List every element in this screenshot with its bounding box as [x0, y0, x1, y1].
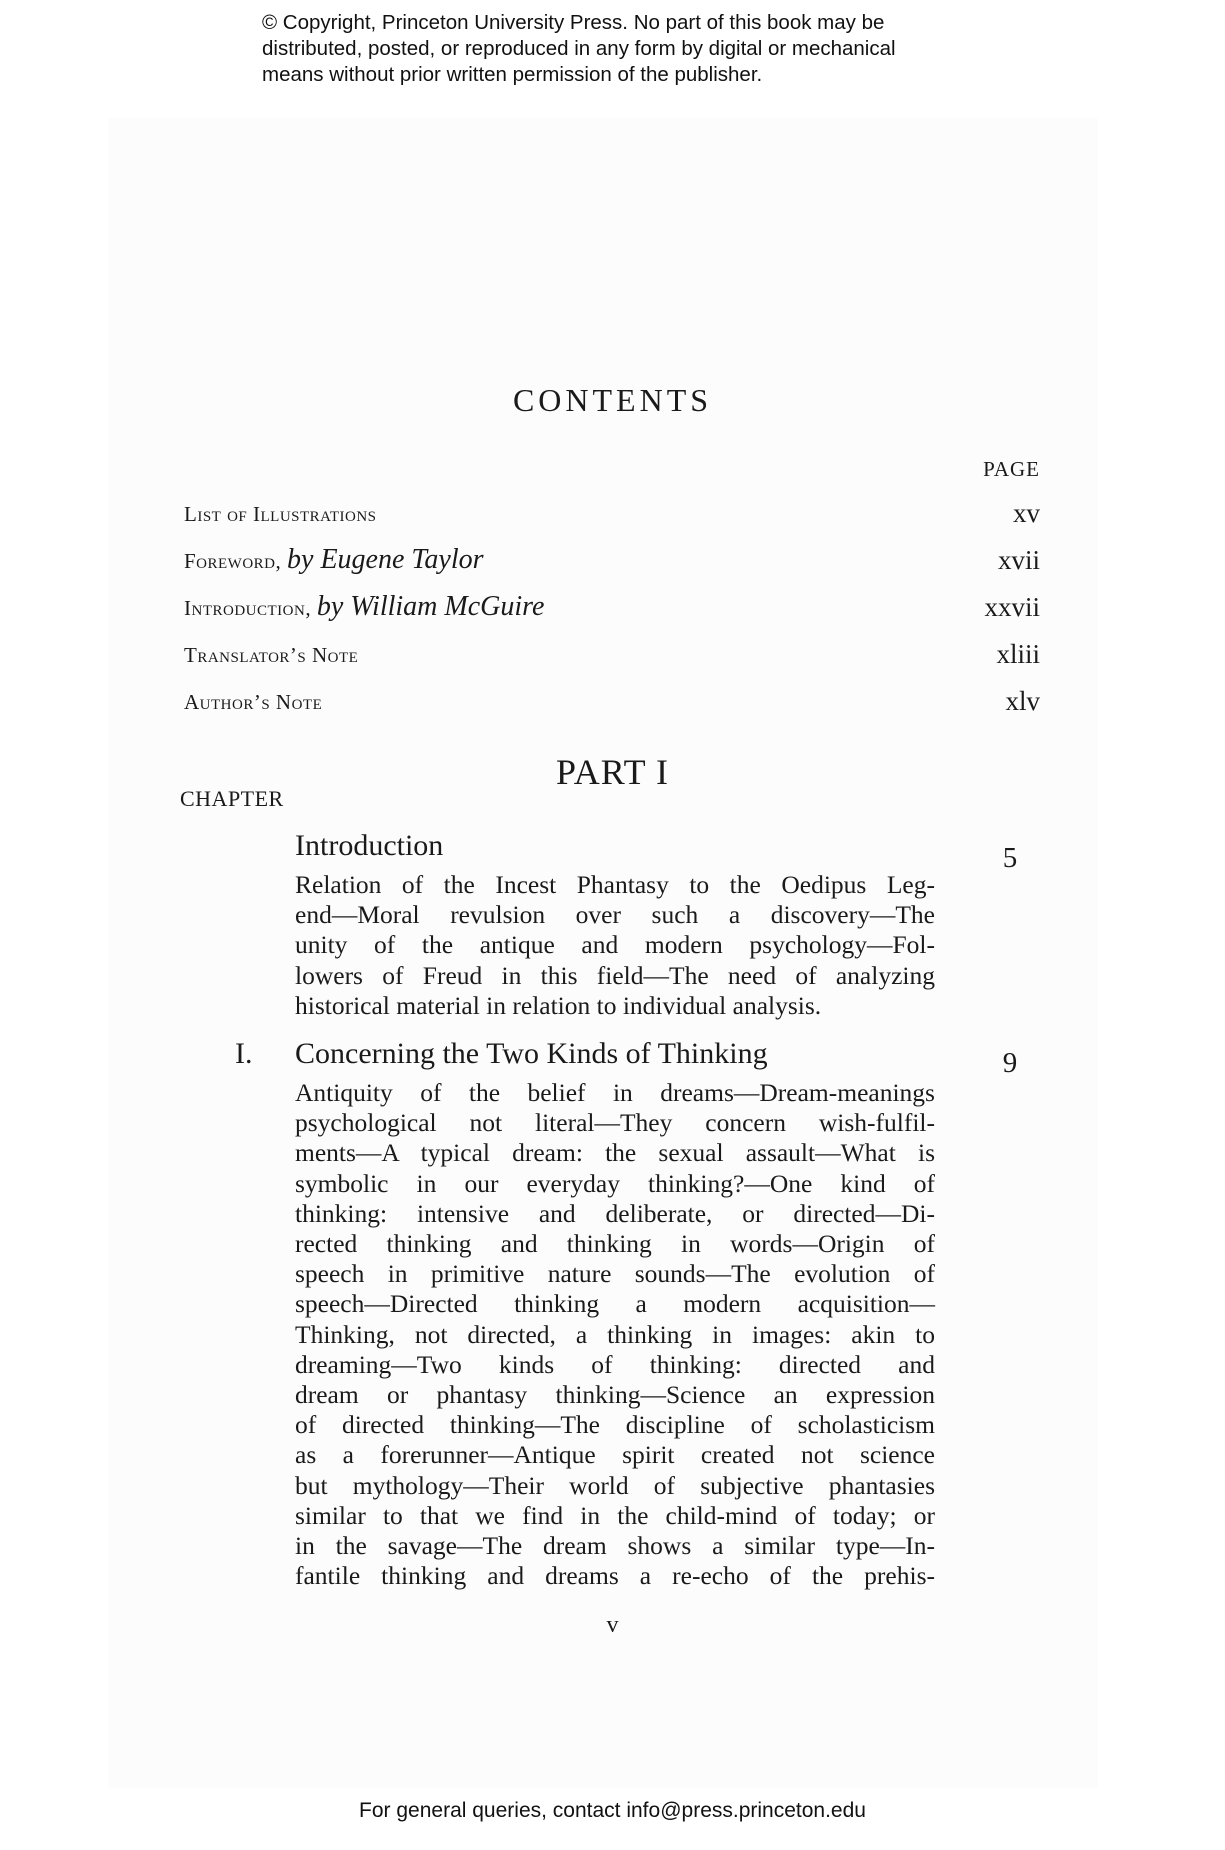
description-line: rected thinking and thinking in words—Origin of	[295, 1229, 935, 1259]
toc-entry-foreword[interactable]	[184, 543, 1040, 583]
chapter-description	[295, 1078, 935, 1591]
copyright-line: distributed, posted, or reproduced in any form by digital or mechanical	[262, 37, 896, 60]
contents-title: CONTENTS	[512, 382, 713, 418]
description-line: Antiquity of the belief in dreams—Dream-meanings	[295, 1078, 935, 1107]
description-line: similar to that we find in the child-mind of today; or	[295, 1500, 935, 1530]
copyright-line: means without prior written permission of the publisher.	[262, 63, 763, 86]
description-line: as a forerunner—Antique spirit created not science	[295, 1440, 935, 1470]
copyright-notice	[262, 10, 1022, 88]
description-line: Thinking, not directed, a thinking in images: akin to	[295, 1319, 935, 1349]
page-column-header: PAGE	[983, 457, 1040, 481]
chapter-page: 5	[1002, 842, 1018, 874]
description-line: dream or phantasy thinking—Science an expression	[295, 1380, 935, 1410]
toc-entry-page: xv	[1013, 498, 1040, 528]
toc-entry-title: Author’s Note	[184, 690, 323, 714]
chapter-title-two-kinds-of-thinking[interactable]: Concerning the Two Kinds of Thinking	[295, 1037, 768, 1070]
description-line: in the savage—The dream shows a similar type—In-	[295, 1531, 935, 1561]
description-line: dreaming—Two kinds of thinking: directed and	[295, 1349, 935, 1379]
description-line: historical material in relation to individual analysis.	[295, 990, 822, 1020]
toc-entry-title: Foreword, by Eugene Taylor	[184, 544, 484, 575]
description-line: Relation of the Incest Phantasy to the Oedipus Leg-	[295, 870, 935, 899]
toc-entry-page: xvii	[997, 545, 1040, 575]
description-line: end—Moral revulsion over such a discovery—The	[295, 900, 935, 930]
description-line: speech—Directed thinking a modern acquisition—	[295, 1289, 935, 1319]
toc-entry-title: Translator’s Note	[184, 643, 359, 667]
chapter-number: I.	[235, 1037, 253, 1070]
description-line: fantile thinking and dreams a re-echo of the prehis-	[295, 1561, 935, 1591]
description-line: unity of the antique and modern psychology—Fol-	[295, 930, 935, 960]
description-line: speech in primitive nature sounds—The evolution of	[295, 1259, 935, 1289]
toc-entry-authors-note[interactable]	[184, 684, 1040, 724]
chapter-title-introduction[interactable]: Introduction	[295, 829, 444, 862]
description-line: thinking: intensive and deliberate, or directed—Di-	[295, 1198, 935, 1228]
chapter-column-label: CHAPTER	[180, 786, 284, 811]
toc-entry-page: xlv	[1005, 686, 1040, 716]
description-line: lowers of Freud in this field—The need of analyzing	[295, 960, 935, 990]
contact-footer: For general queries, contact info@press.princeton.edu	[359, 1799, 866, 1822]
toc-entry-title: Introduction, by William McGuire	[184, 591, 545, 622]
chapter-page: 9	[1002, 1047, 1018, 1079]
toc-entry-page: xxvii	[984, 592, 1040, 622]
description-line: ments—A typical dream: the sexual assault—What is	[295, 1138, 935, 1168]
copyright-line: © Copyright, Princeton University Press. No part of this book may be	[262, 11, 885, 34]
toc-entry-page: xliii	[996, 639, 1040, 669]
toc-entry-title: List of Illustrations	[184, 502, 377, 526]
part-heading: PART I	[556, 752, 669, 792]
toc-entry-translators-note[interactable]	[184, 637, 1040, 677]
description-line: symbolic in our everyday thinking?—One kind of	[295, 1168, 935, 1198]
description-line: psychological not literal—They concern wish-fulfil-	[295, 1108, 935, 1138]
description-line: but mythology—Their world of subjective phantasies	[295, 1470, 935, 1500]
toc-entry-list-of-illustrations[interactable]	[184, 496, 1040, 536]
chapter-description	[295, 870, 935, 1021]
description-line: of directed thinking—The discipline of scholasticism	[295, 1410, 935, 1440]
page-folio: v	[606, 1612, 619, 1638]
toc-entry-introduction-mcguire[interactable]	[184, 590, 1040, 630]
